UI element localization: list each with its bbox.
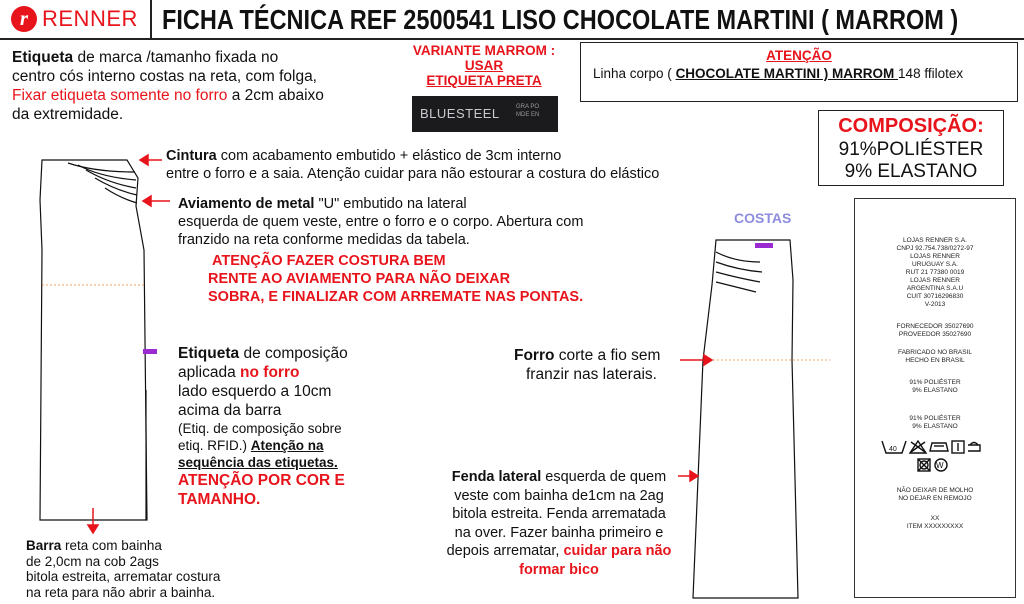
back-label-marker	[755, 243, 773, 248]
care-label	[854, 198, 1016, 598]
attention-box: ATENÇÃO Linha corpo ( CHOCOLATE MARTINI ) MARROM 148 ffilotex	[580, 42, 1018, 102]
care-label-company: LOJAS RENNER S.A. CNPJ 92.754.738/0272-97 LOJAS RENNER URUGUAY S.A. RUT 21 77380 0019 LOJAS RENNER ARGENTINA S.A.U CUIT 30716296830 V-2013	[896, 237, 974, 308]
front-skirt-drawing	[40, 160, 147, 520]
care-label-item: XX ITEM XXXXXXXXX	[906, 515, 964, 530]
brand-label-sample: BLUESTEEL GRA PO MDE EN	[412, 96, 558, 132]
back-view-title: COSTAS	[734, 210, 792, 226]
variant-note: VARIANTE MARROM : USAR ETIQUETA PRETA	[412, 43, 556, 88]
care-symbols-icon	[855, 437, 1015, 477]
page-title: FICHA TÉCNICA REF 2500541 LISO CHOCOLATE MARTINI ( MARROM )	[162, 4, 959, 35]
comp-label-note: Etiqueta de composição aplicada no forro lado esquerdo a 10cm acima da barra (Etiq. de composição sobre etiq. RFID.) Atenção na sequência das etiquetas. ATENÇÃO POR COR E TAMANHO.	[178, 345, 348, 508]
svg-text:40: 40	[889, 446, 897, 453]
care-label-composition-2: 91% POLIÉSTER 9% ELASTANO	[909, 415, 961, 430]
waist-note: Cintura com acabamento embutido + elástico de 3cm interno entre o forro e a saia. Atenção cuidar para não estourar a costura do elástico	[166, 148, 660, 182]
zipper-warning: ATENÇÃO FAZER COSTURA BEM RENTE AO AVIAMENTO PARA NÃO DEIXAR SOBRA, E FINALIZAR COM ARREMATE NAS PONTAS.	[208, 253, 584, 305]
hem-note: Barra reta com bainha de 2,0cm na cob 2ags bitola estreita, arrematar costura na reta para não abrir a bainha.	[26, 538, 221, 600]
care-label-composition-1: 91% POLIÉSTER 9% ELASTANO	[909, 379, 961, 394]
lining-note: Forro corte a fio sem franzir nas laterais.	[514, 347, 661, 383]
zipper-note: Aviamento de metal "U" embutido na lateral esquerda de quem veste, entre o forro e o corpo. Abertura com franzido na reta conforme medidas da tabela.	[178, 196, 584, 248]
comp-label-marker	[143, 349, 157, 354]
care-label-origin: FABRICADO NO BRASIL HECHO EN BRASIL	[897, 349, 973, 364]
back-skirt-drawing	[693, 240, 798, 598]
brand-name: RENNER	[42, 6, 138, 31]
composition-box: COMPOSIÇÃO: 91%POLIÉSTER 9% ELASTANO	[818, 110, 1004, 186]
care-label-soak: NÃO DEIXAR DE MOLHO NO DEJAR EN REMOJO	[896, 487, 974, 502]
brand-label-note: Etiqueta de marca /tamanho fixada no centro cós interno costas na reta, com folga, Fixar etiqueta somente no forro a 2cm abaixo da extremidade.	[12, 49, 324, 123]
care-label-supplier: FORNECEDOR 35027690 PROVEEDOR 35027690	[896, 323, 974, 338]
renner-logo-icon: r	[11, 6, 37, 32]
svg-text:W: W	[936, 461, 944, 470]
slit-note: Fenda lateral esquerda de quem veste com bainha de1cm na 2ag bitola estreita. Fenda arrematada na over. Fazer bainha primeiro e depois arrematar, cuidar para não formar bico	[446, 469, 672, 578]
